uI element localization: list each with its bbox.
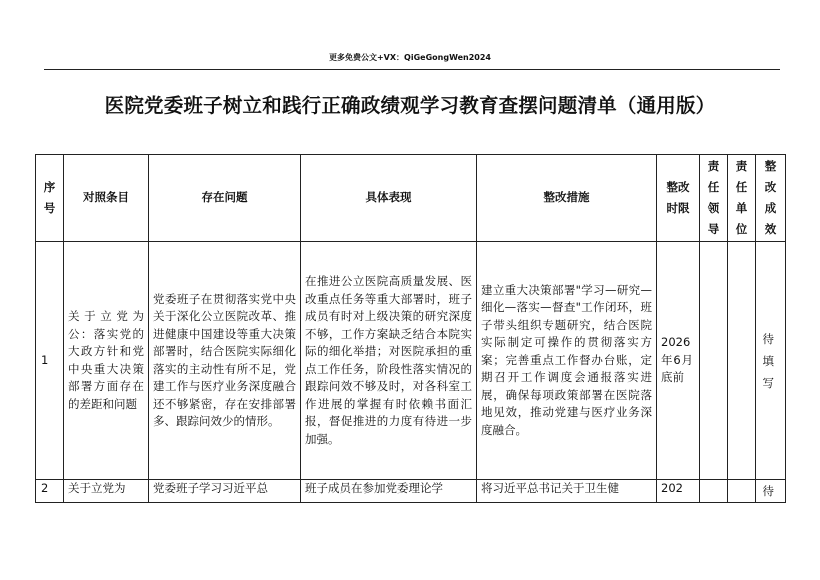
- header-divider: [44, 69, 780, 70]
- row-unit: [728, 242, 756, 480]
- row-measures: 建立重大决策部署"学习—研究—细化—落实—督查"工作闭环，班子带头组织专题研究，结合医院实际制定可操作的贯彻落实方案；完善重点工作督办台账，定期召开工作调度会通报落实进展，确保每项政策部署在医院落地见效，推动党建与医疗业务深度融合。: [477, 242, 657, 480]
- row-measures: 将习近平总书记关于卫生健: [477, 480, 657, 503]
- table-row: [36, 480, 786, 503]
- document-title: 医院党委班子树立和践行正确政绩观学习教育查摆问题清单（通用版）: [104, 94, 716, 117]
- page-header-note: 更多免费公文+VX：QiGeGongWen2024: [328, 53, 491, 62]
- table-row: [36, 242, 786, 480]
- table-header-row: [36, 155, 786, 242]
- problem-list-table: [35, 154, 786, 503]
- row-status: 待: [756, 480, 786, 503]
- row-seq: 2: [36, 480, 64, 503]
- row-deadline: 2026年6月底前: [657, 242, 700, 480]
- header-detail: 具体表现: [301, 155, 477, 242]
- row-status: 待填写: [756, 242, 786, 480]
- row-seq: 1: [36, 242, 64, 480]
- row-clause: 关于立党为公：落实党的大政方针和党中央重大决策部署方面存在的差距和问题: [64, 242, 149, 480]
- header-problem: 存在问题: [149, 155, 301, 242]
- header-status: 整改成效: [756, 155, 786, 242]
- row-problem: 党委班子学习习近平总: [149, 480, 301, 503]
- header-measures: 整改措施: [477, 155, 657, 242]
- row-leader: [700, 242, 728, 480]
- row-problem: 党委班子在贯彻落实党中央关于深化公立医院改革、推进健康中国建设等重大决策部署时，结合医院实际细化落实的主动性有所不足，党建工作与医疗业务深度融合还不够紧密，存在安排部署多、跟踪问效少的情形。: [149, 242, 301, 480]
- header-deadline: 整改时限: [657, 155, 700, 242]
- header-leader: 责任领导: [700, 155, 728, 242]
- header-unit: 责任单位: [728, 155, 756, 242]
- row-unit: [728, 480, 756, 503]
- header-clause: 对照条目: [64, 155, 149, 242]
- row-deadline: 202: [657, 480, 700, 503]
- row-clause: 关于立党为: [64, 480, 149, 503]
- row-detail: 班子成员在参加党委理论学: [301, 480, 477, 503]
- row-detail: 在推进公立医院高质量发展、医改重点任务等重大部署时，班子成员有时对上级决策的研究深度不够，工作方案缺乏结合本院实际的细化举措；对医院承担的重点工作任务，阶段性落实情况的跟踪问效不够及时，对各科室工作进展的掌握有时依赖书面汇报，督促推进的力度有待进一步加强。: [301, 242, 477, 480]
- header-seq: 序号: [36, 155, 64, 242]
- row-leader: [700, 480, 728, 503]
